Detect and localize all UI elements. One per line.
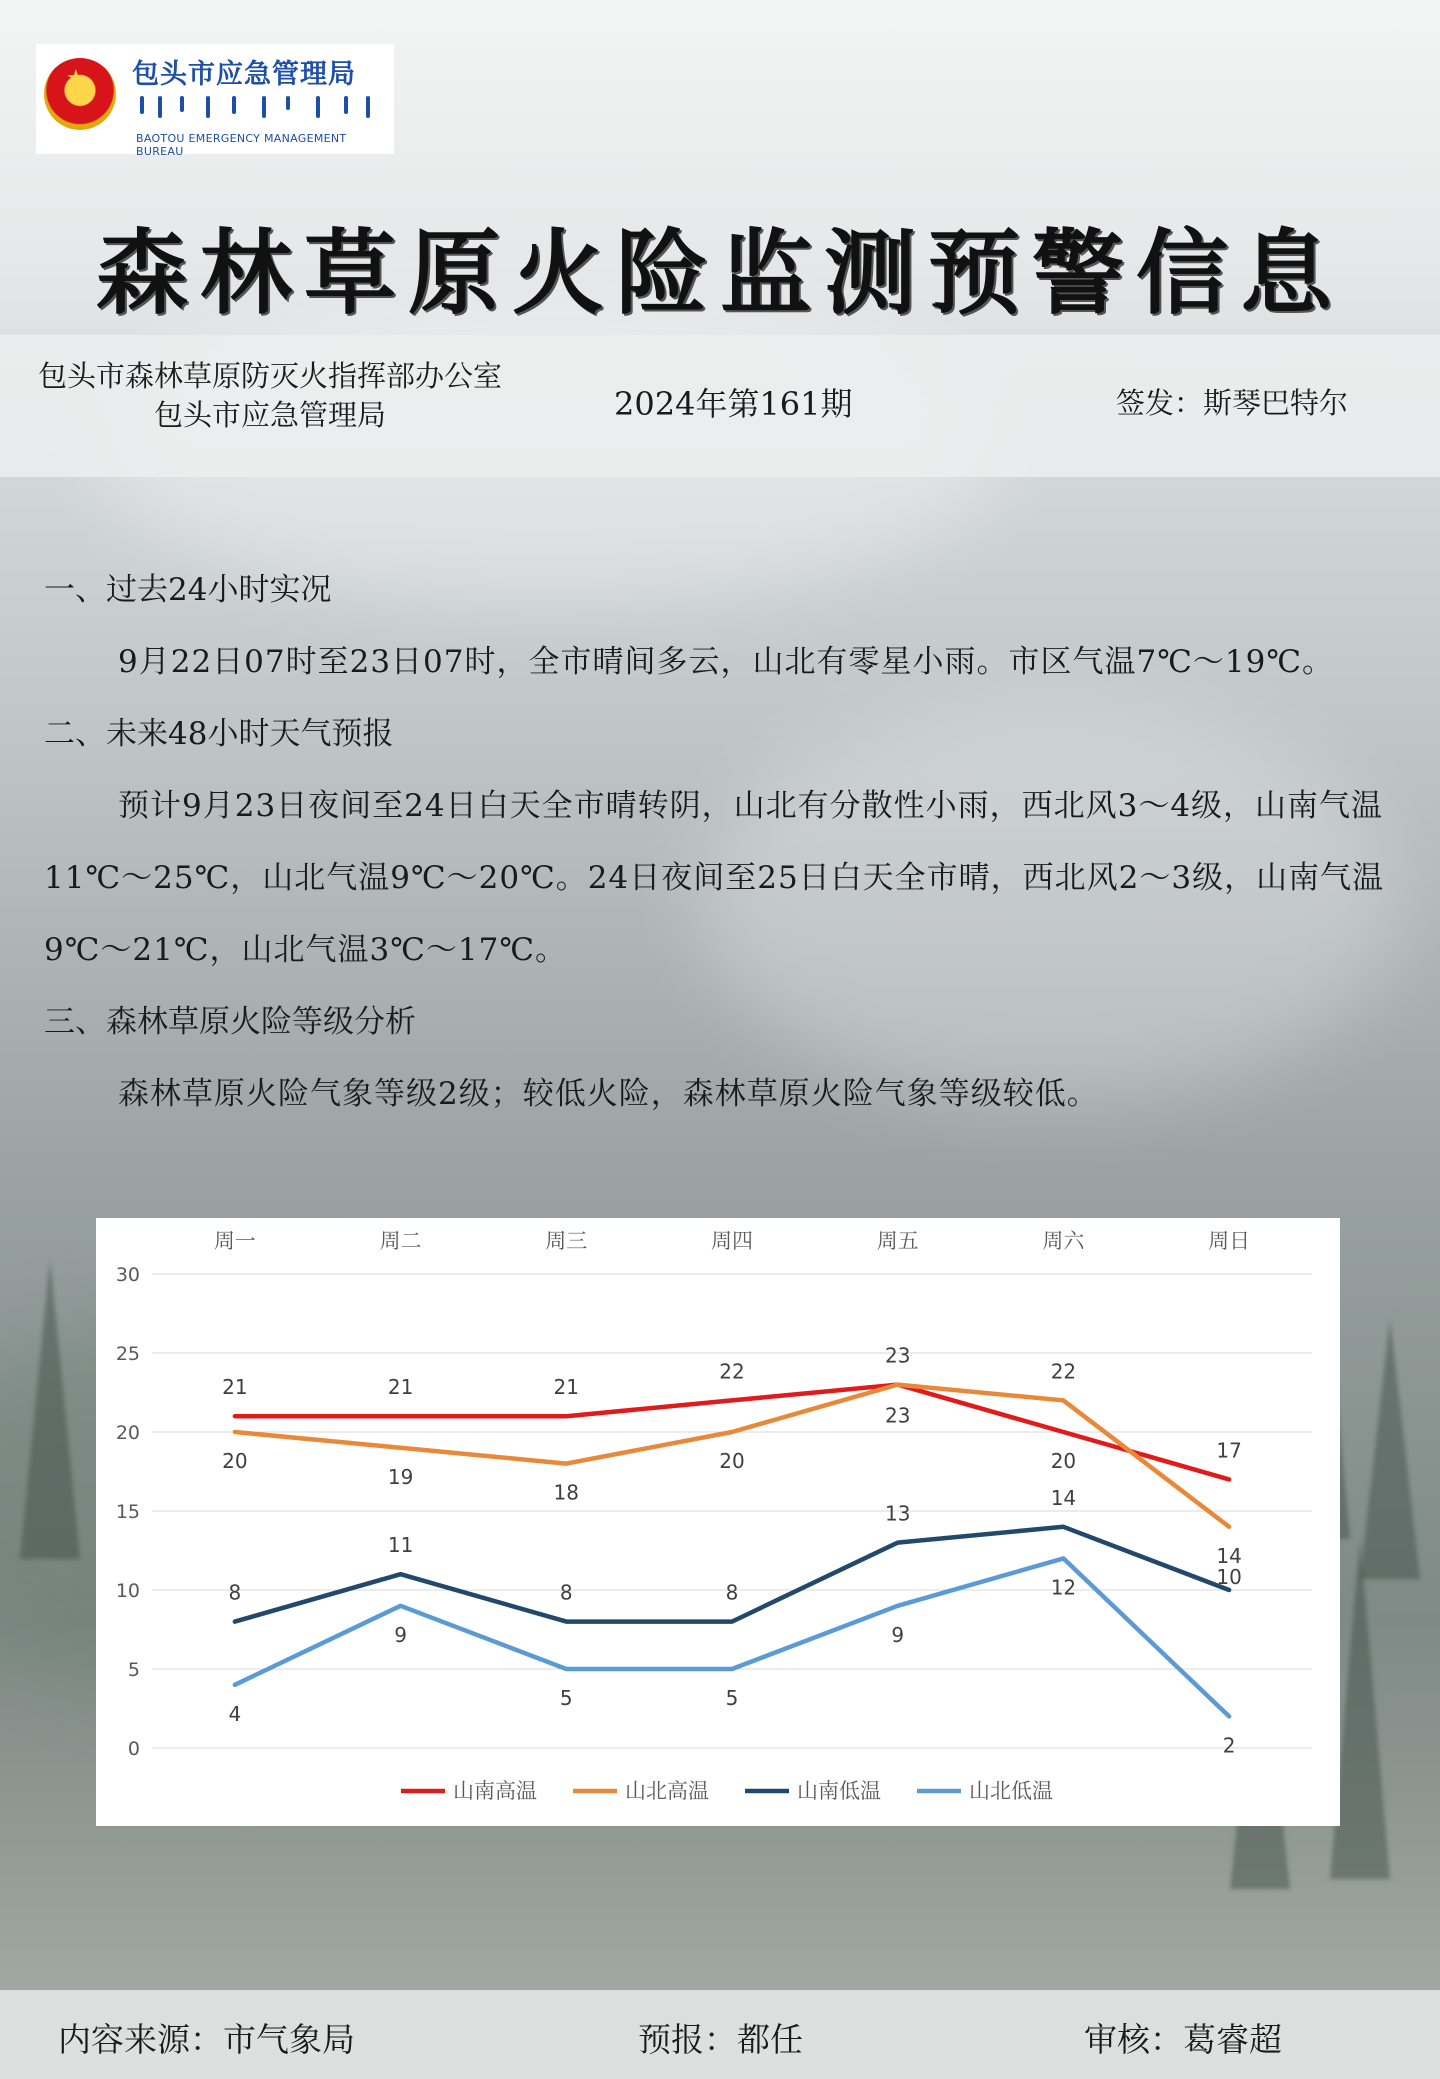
x-tick-label: 周日	[1208, 1229, 1251, 1253]
data-label: 17	[1216, 1438, 1242, 1463]
data-label: 23	[884, 1343, 911, 1368]
org-line-2: 包头市应急管理局	[153, 398, 386, 432]
y-tick-label: 15	[115, 1501, 140, 1523]
legend-label: 山南低温	[797, 1779, 881, 1803]
data-label: 8	[725, 1580, 739, 1605]
section-heading-forecast: 二、未来48小时天气预报	[44, 716, 394, 752]
logo-name-en: BAOTOU EMERGENCY MANAGEMENT BUREAU	[136, 132, 347, 158]
footer	[0, 1990, 1440, 2079]
data-label: 8	[559, 1580, 573, 1605]
legend-label: 山南高温	[453, 1779, 537, 1803]
x-tick-label: 周二	[379, 1229, 422, 1253]
legend-label: 山北低温	[969, 1779, 1053, 1803]
data-label: 10	[1216, 1565, 1242, 1589]
data-label: 23	[884, 1403, 911, 1428]
data-label: 18	[553, 1480, 580, 1505]
data-label: 9	[891, 1622, 905, 1647]
data-label: 11	[387, 1533, 414, 1558]
data-label: 21	[222, 1375, 248, 1400]
y-tick-label: 5	[127, 1659, 140, 1681]
x-tick-label: 周六	[1042, 1229, 1085, 1253]
x-tick-label: 周五	[876, 1229, 919, 1253]
section-text-forecast: 预计9月23日夜间至24日白天全市晴转阴，山北有分散性小雨，西北风3～4级，山南气温11℃～25℃，山北气温9℃～20℃。24日夜间至25日白天全市晴，西北风2～3级，山南气温9℃～21℃，山北气温3℃～17℃。	[44, 788, 1385, 968]
data-label: 2	[1222, 1733, 1236, 1758]
data-label: 21	[387, 1375, 414, 1400]
data-label: 20	[222, 1449, 248, 1473]
data-label: 5	[559, 1686, 573, 1710]
y-tick-label: 0	[127, 1738, 140, 1760]
footer-forecaster: 预报：都任	[638, 2020, 803, 2059]
data-label: 20	[719, 1449, 745, 1473]
section-heading-fire-risk: 三、森林草原火险等级分析	[44, 1004, 416, 1040]
data-label: 5	[725, 1686, 739, 1710]
data-label: 14	[1050, 1485, 1077, 1510]
data-label: 22	[1050, 1359, 1077, 1384]
issue-number: 2024年第161期	[614, 385, 853, 423]
footer-source: 内容来源：市气象局	[58, 2020, 355, 2059]
section-text-fire-risk: 森林草原火险气象等级2级；较低火险，森林草原火险气象等级较低。	[118, 1076, 1099, 1112]
section-text-observed: 9月22日07时至23日07时，全市晴间多云，山北有零星小雨。市区气温7℃～19℃。	[118, 644, 1335, 680]
logo-mongolian-script	[136, 92, 376, 120]
data-label: 9	[394, 1622, 407, 1647]
data-label: 22	[719, 1359, 745, 1384]
x-tick-label: 周四	[711, 1229, 753, 1253]
section-heading-observed: 一、过去24小时实况	[44, 572, 332, 608]
x-tick-label: 周一	[213, 1229, 256, 1253]
page-title: 森林草原火险监测预警信息	[95, 219, 1344, 327]
header-band	[0, 335, 1440, 477]
legend-label: 山北高温	[625, 1779, 709, 1803]
data-label: 8	[228, 1580, 242, 1605]
y-tick-label: 30	[115, 1264, 140, 1286]
issuing-organizations	[10, 357, 530, 435]
org-line-1: 包头市森林草原防灭火指挥部办公室	[37, 359, 502, 393]
data-label: 14	[1216, 1543, 1242, 1568]
temperature-line-chart	[96, 1218, 1340, 1826]
x-tick-label: 周三	[545, 1229, 588, 1253]
data-label: 13	[884, 1501, 911, 1526]
data-label: 21	[553, 1375, 580, 1400]
report-body	[44, 554, 1404, 1130]
footer-reviewer: 审核：葛睿超	[1084, 2020, 1282, 2059]
y-tick-label: 20	[115, 1422, 140, 1444]
bureau-logo	[36, 44, 394, 158]
national-emblem-icon: ★	[44, 58, 116, 130]
data-label: 19	[387, 1464, 414, 1489]
data-label: 4	[228, 1701, 242, 1726]
y-tick-label: 10	[115, 1580, 140, 1602]
chart-svg	[96, 1218, 1340, 1826]
data-label: 12	[1050, 1575, 1077, 1600]
logo-name-cn: 包头市应急管理局	[132, 59, 356, 90]
signer: 签发：斯琴巴特尔	[1116, 386, 1349, 420]
y-tick-label: 25	[115, 1343, 140, 1365]
data-label: 20	[1050, 1449, 1077, 1473]
